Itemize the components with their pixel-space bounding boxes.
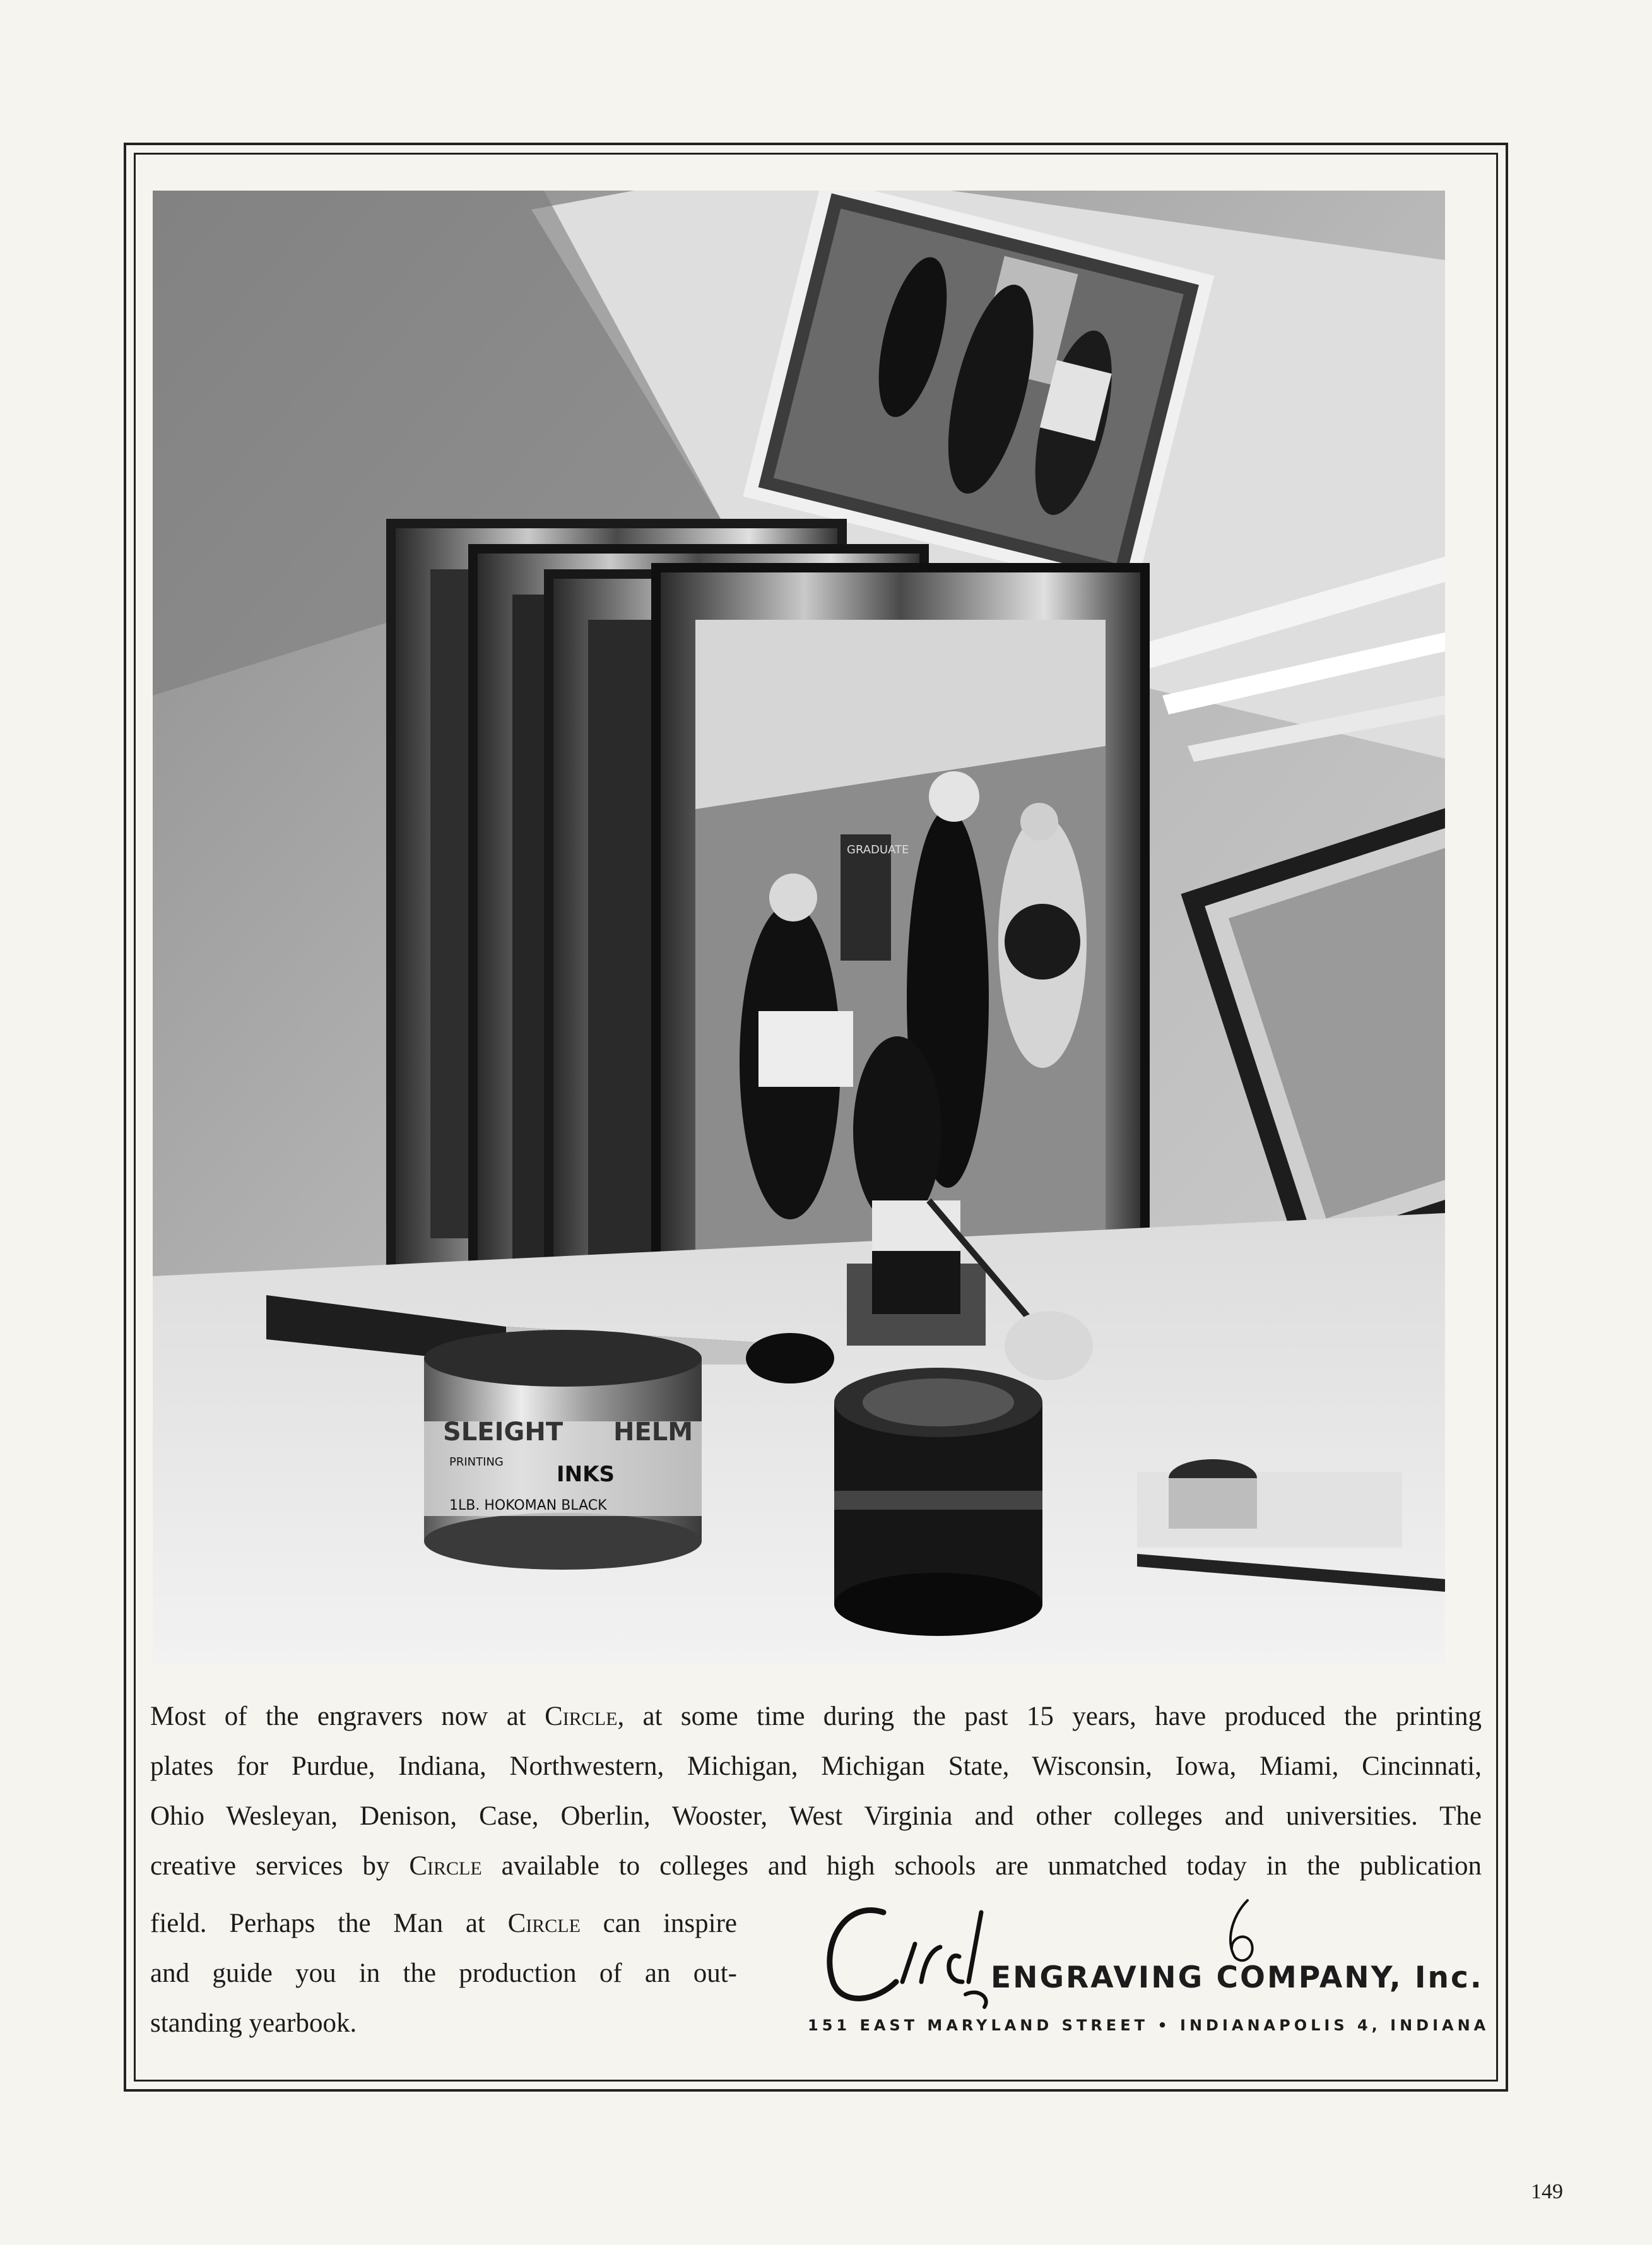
ad-copy-line: plates for Purdue, Indiana, Northwestern, Michigan, Michigan State, Wisconsin, Iowa, Miami, Cincinnati,	[150, 1751, 1482, 1781]
ad-copy-text: , at some time during the past 15 years, have produced the printing	[617, 1702, 1482, 1731]
company-logo	[808, 1887, 1489, 2039]
company-name-smallcaps: Circle	[507, 1909, 581, 1938]
ad-copy-text: available to colleges and high schools are unmatched today in the publication	[481, 1851, 1482, 1881]
ink-inks: INKS	[557, 1462, 615, 1487]
ad-copy-paragraph	[150, 1691, 1482, 1891]
company-name-smallcaps: Circle	[409, 1851, 482, 1881]
ad-copy-line: and guide you in the production of an out-	[150, 1958, 737, 1988]
company-name-smallcaps: Circle	[545, 1702, 618, 1731]
company-name: ENGRAVING COMPANY, Inc.	[991, 1960, 1484, 1995]
page-number: 149	[1531, 2180, 1563, 2203]
ad-copy-text: field. Perhaps the Man at	[150, 1909, 508, 1938]
ad-copy-line: Ohio Wesleyan, Denison, Case, Oberlin, Wooster, West Virginia and other colleges and universities. The	[150, 1801, 1482, 1831]
advertisement-photo	[153, 191, 1445, 1664]
ink-brand2: HELM	[613, 1418, 693, 1447]
ad-copy-line	[150, 1898, 737, 1948]
company-address: 151 EAST MARYLAND STREET • INDIANAPOLIS 4, INDIANA	[808, 2017, 1490, 2034]
ad-copy-text: creative services by	[150, 1851, 410, 1881]
ink-label: 1LB. HOKOMAN BLACK	[449, 1498, 607, 1513]
still-life-photo-image	[153, 191, 1445, 1664]
ad-copy-text: can inspire	[580, 1909, 738, 1938]
ad-copy-line	[150, 1841, 1482, 1891]
ad-copy-text: Most of the engravers now at	[150, 1702, 545, 1731]
ink-printing: PRINTING	[449, 1455, 504, 1469]
ad-copy-line	[150, 1691, 1482, 1741]
circle-script-logo	[808, 1887, 997, 2013]
handwritten-mark	[1219, 1897, 1263, 1967]
ad-copy-line: standing yearbook.	[150, 2008, 357, 2038]
ad-copy-short-lines	[150, 1898, 737, 2048]
poster-label: GRADUATE	[847, 843, 909, 856]
ink-brand: SLEIGHT	[443, 1418, 563, 1447]
